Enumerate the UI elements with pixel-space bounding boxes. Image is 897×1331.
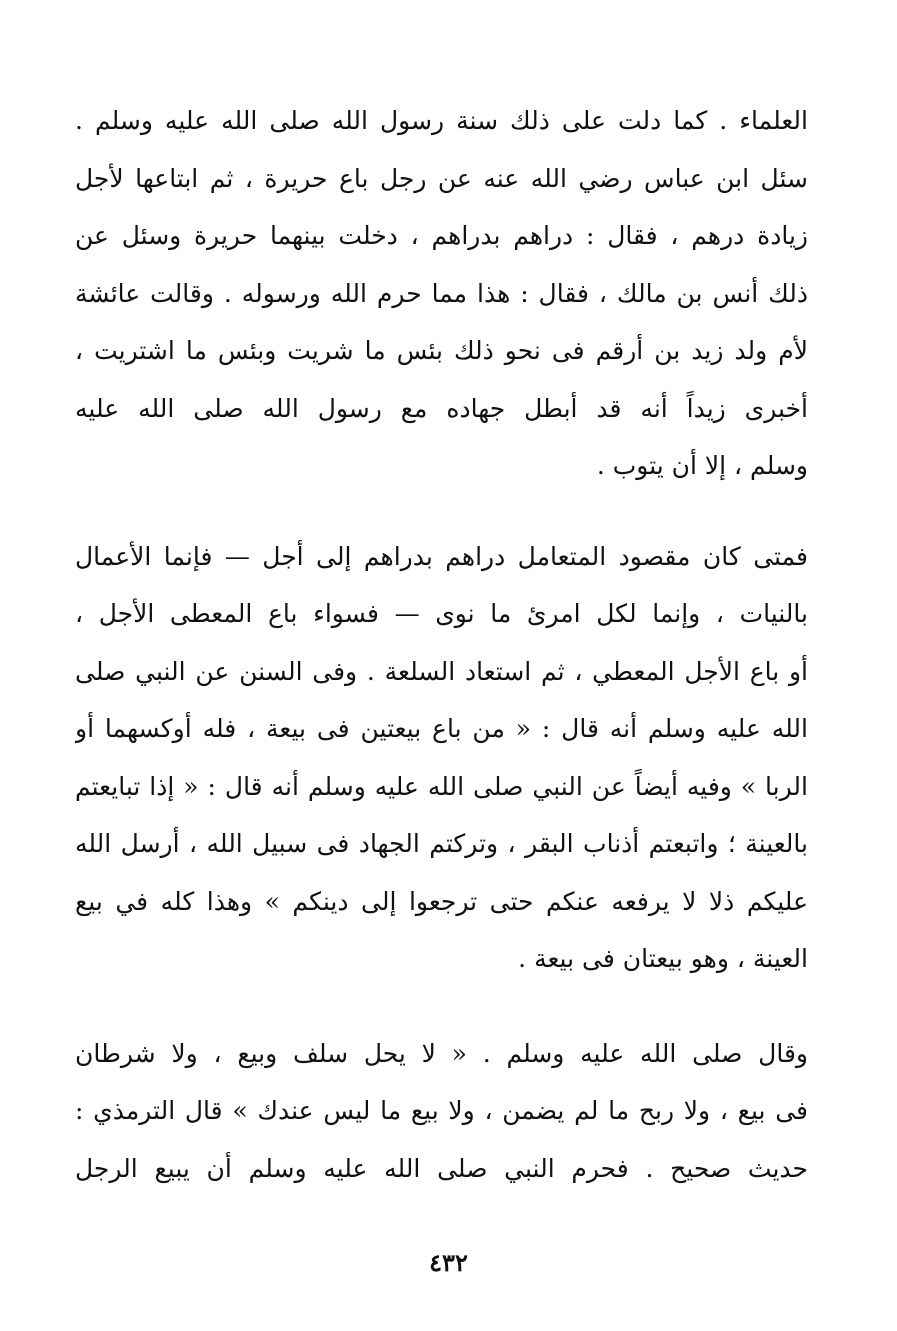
text-line: فى بيع ، ولا ربح ما لم يضمن ، ولا بيع ما ليس عندك » قال الترمذي :: [75, 1096, 808, 1125]
text-line: ذلك أنس بن مالك ، فقال : هذا مما حرم الله ورسوله . وقالت عائشة: [75, 278, 808, 308]
text-line: زيادة درهم ، فقال : دراهم بدراهم ، دخلت بينهما حريرة وسئل عن: [75, 221, 808, 250]
paragraph-2: [75, 528, 808, 988]
text-line: الله عليه وسلم أنه قال : « من باع بيعتين فى بيعة ، فله أوكسهما أو: [75, 714, 808, 743]
text-line: بالعينة ؛ واتبعتم أذناب البقر ، وتركتم الجهاد فى سبيل الله ، أرسل الله: [75, 829, 808, 858]
text-line: لأم ولد زيد بن أرقم فى نحو ذلك بئس ما شريت وبئس ما اشتريت ،: [75, 336, 808, 365]
text-line: أخبرى زيداً أنه قد أبطل جهاده مع رسول الله صلى الله عليه: [75, 393, 808, 423]
text-line: وقال صلى الله عليه وسلم . « لا يحل سلف وبيع ، ولا شرطان: [75, 1038, 808, 1068]
paragraph-spacer: [75, 495, 808, 528]
text-line: أو باع الأجل المعطي ، ثم استعاد السلعة . وفى السنن عن النبي صلى: [75, 656, 808, 686]
paragraph-spacer: [75, 988, 808, 1025]
text-line: العلماء . كما دلت على ذلك سنة رسول الله صلى الله عليه وسلم .: [75, 106, 808, 135]
text-line: حديث صحيح . فحرم النبي صلى الله عليه وسلم أن يبيع الرجل: [75, 1153, 808, 1183]
paragraph-1: [75, 92, 808, 495]
book-page: [75, 92, 808, 1252]
text-line: عليكم ذلا لا يرفعه عنكم حتى ترجعوا إلى دينكم » وهذا كله في بيع: [75, 886, 808, 916]
text-line: فمتى كان مقصود المتعامل دراهم بدراهم إلى أجل — فإنما الأعمال: [75, 541, 808, 571]
text-line: سئل ابن عباس رضي الله عنه عن رجل باع حريرة ، ثم ابتاعها لأجل: [75, 163, 808, 193]
page-number: ٤٣٢: [429, 1248, 468, 1277]
paragraph-3: [75, 1025, 808, 1198]
text-line: بالنيات ، وإنما لكل امرئ ما نوى — فسواء باع المعطى الأجل ،: [75, 599, 808, 628]
text-line: العينة ، وهو بيعتان فى بيعة .: [518, 944, 808, 973]
text-line: وسلم ، إلا أن يتوب .: [596, 451, 808, 480]
text-line: الربا » وفيه أيضاً عن النبي صلى الله عليه وسلم أنه قال : « إذا تبايعتم: [75, 771, 808, 801]
